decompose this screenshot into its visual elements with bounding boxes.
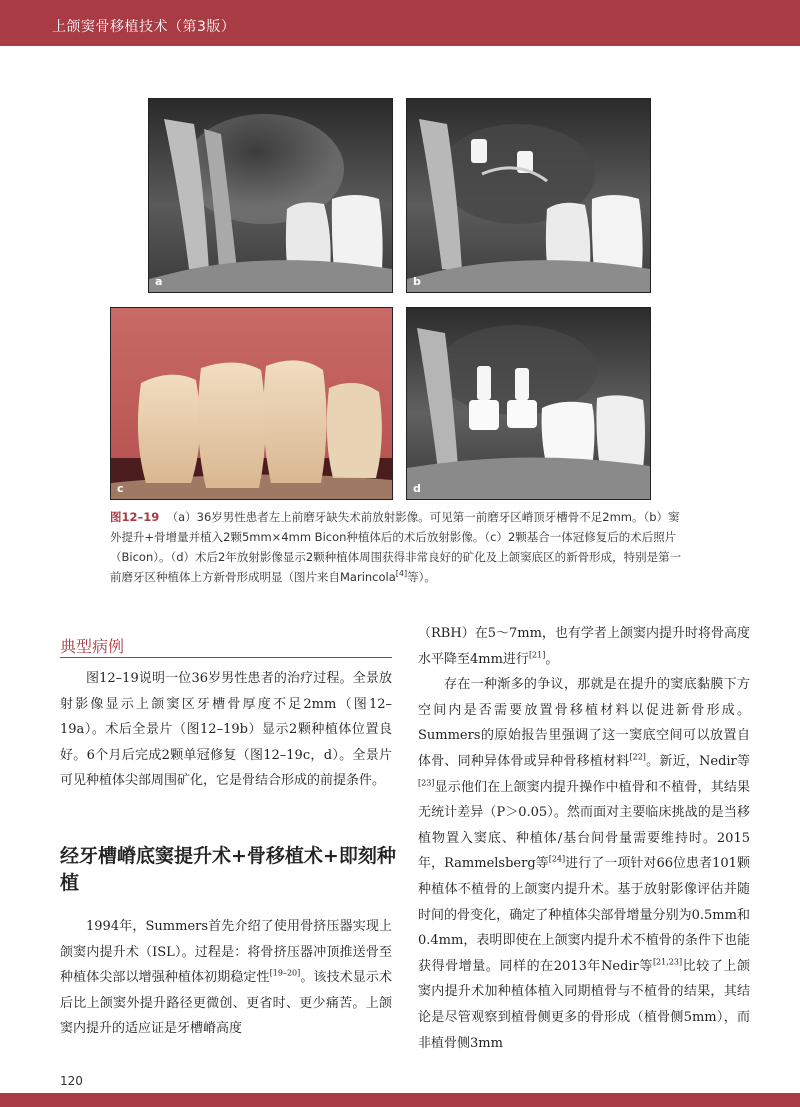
- citation: [23]: [418, 778, 435, 788]
- radiograph-image: [407, 99, 650, 292]
- paragraph: 图12–19说明一位36岁男性患者的治疗过程。全景放射影像显示上颌窦区牙槽骨厚度不足2mm（图12–19a）。术后全景片（图12–19b）显示2颗种植体位置良好。6个月后完成2颗单冠修复（图12–19c，d）。全景片可见种植体尖部周围矿化，它是骨结合形成的前提条件。: [60, 671, 392, 789]
- clinical-photo-image: [111, 308, 392, 499]
- implant-shape: [471, 139, 487, 163]
- footer-bar: [0, 1093, 800, 1107]
- radiograph-image: [407, 308, 650, 499]
- paragraph: 1994年，Summers首先介绍了使用骨挤压器实现上颌窦内提升术（ISL）。过程是：将骨挤压器冲顶推送骨至种植体尖部以增强种植体初期稳定性[19–20]。该技术显示术后比上颌窦外提升路径更微创、更省时、更少痛苦。上颌窦内提升的适应证是牙槽嵴高度: [60, 919, 392, 1037]
- paragraph: 存在一种渐多的争议，那就是在提升的窦底黏膜下方空间内是否需要放置骨移植材料以促进新骨形成。Summers的原始报告里强调了这一窦底空间可以放置自体骨、同种异体骨或异种骨移植材料[22]。新近，Nedir等[23]显示他们在上颌窦内提升操作中植骨和不植骨，其结果无统计差异（P＞0.05）。然而面对主要临床挑战的是当移植物置入窦底、种植体/基台间骨量需要维持时。2015年，Rammelsberg等[24]进行了一项针对66位患者101颗种植体不植骨的上颌窦内提升术。基于放射影像评估并随时间的骨变化，确定了种植体尖部骨增量分别为0.5mm和0.4mm，表明即使在上颌窦内提升术不植骨的条件下也能获得骨增量。同样的在2013年Nedir等[21,23]比较了上颌窦内提升术加种植体植入同期植骨与不植骨的结果，其结论是尽管观察到植骨侧更多的骨形成（植骨侧5mm），而非植骨侧3mm: [418, 677, 750, 1051]
- caption-text: （a）36岁男性患者左上前磨牙缺失术前放射影像。可见第一前磨牙区嵴顶牙槽骨不足2mm。（b）窦外提升+骨增量并植入2颗5mm×4mm Bicon种植体后的术后放射影像。（c）2颗基合一体冠修复后的术后照片（Bicon）。（d）术后2年放射影像显示2颗种植体周围获得非常良好的矿化及上颌窦底区的新骨形成，特别是第一前磨牙区种植体上方新骨形成明显（图片来自Marincola: [110, 510, 682, 584]
- citation: [22]: [629, 752, 646, 762]
- panel-letter: c: [117, 482, 124, 495]
- radiograph-image: [149, 99, 392, 292]
- citation: [19–20]: [269, 968, 301, 978]
- figure-panel-a: [148, 98, 393, 293]
- figure-panel-c: [110, 307, 393, 500]
- panel-letter: d: [413, 482, 421, 495]
- implant-shape: [477, 366, 491, 400]
- running-header-bar: [0, 0, 800, 46]
- section-heading: 典型病例: [60, 637, 125, 656]
- figure-panel-b: [406, 98, 651, 293]
- citation: [4]: [395, 569, 408, 579]
- section-divider: [60, 657, 392, 658]
- right-column: [418, 621, 750, 1056]
- running-header-title: 上颌窦骨移植技术（第3版）: [52, 19, 236, 35]
- subsection-heading: 经牙槽嵴底窦提升术+骨移植术+即刻种植: [60, 845, 396, 894]
- paragraph: （RBH）在5～7mm，也有学者上颌窦内提升时将骨高度水平降至4mm进行[21]。: [418, 626, 750, 667]
- figure-panel-d: [406, 307, 651, 500]
- implant-shape: [515, 368, 529, 400]
- figure-caption: [110, 507, 690, 587]
- citation: [24]: [548, 855, 566, 865]
- panel-letter: b: [413, 275, 421, 288]
- citation: [21]: [528, 650, 546, 660]
- left-column: [60, 666, 392, 794]
- panel-letter: a: [155, 275, 163, 288]
- page-number: 120: [60, 1074, 83, 1088]
- citation: [21,23]: [652, 957, 683, 967]
- caption-text: 等）。: [407, 570, 436, 584]
- left-column-continued: [60, 914, 392, 1042]
- caption-label: 图12–19: [110, 510, 160, 524]
